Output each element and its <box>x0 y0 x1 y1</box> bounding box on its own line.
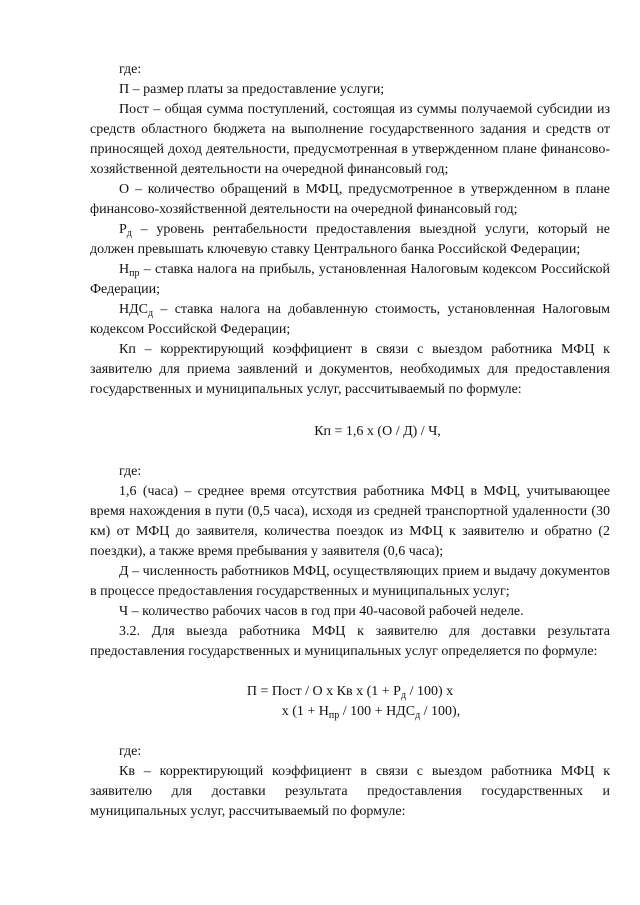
formula-kp: Кп = 1,6 х (О / Д) / Ч, <box>314 424 441 439</box>
definition-ch: Ч – количество рабочих часов в год при 40-часовой рабочей неделе. <box>119 604 524 619</box>
formula-p-line-1: П = Пост / О х Кв х $(1 + Р_д / 100)$ х <box>246 684 454 701</box>
definition-post: Пост – общая сумма поступлений, состоящая из суммы получаемой субсидии из средств областного бюджета на выполнение государственного задания и средств от приносящей доход деятельности, предусмотренная в утвержденном плане финансово-хозяйственной деятельности на очередной финансовый год; <box>90 102 610 177</box>
definition-nds: $НДС_д$ – ставка налога на добавленную стоимость, установленная Налоговым кодексом Российской Федерации; <box>90 302 610 337</box>
definition-kp: Кп – корректирующий коэффициент в связи с выездом работника МФЦ к заявителю для приема заявлений и документов, необходимых для предоставления государственных и муниципальных услуг, рассчитываемый по формуле: <box>90 342 610 397</box>
formula-p <box>90 662 610 742</box>
where-label: где: <box>119 62 142 77</box>
formula-p-line-2: х $(1 + Н_{пр} / 100 + НДС_д / 100)$, <box>281 704 461 721</box>
definition-o: О – количество обращений в МФЦ, предусмотренное в утвержденном в плане финансово-хозяйственной деятельности на очередной финансовый год; <box>90 182 610 217</box>
definition-rd: $Р_д$ – уровень рентабельности предоставления выездной услуги, который не должен превышать ключевую ставку Центрального банка Российской Федерации; <box>90 222 610 257</box>
definition-d: Д – численность работников МФЦ, осуществляющих прием и выдачу документов в процессе предоставления государственных и муниципальных услуг; <box>90 564 610 599</box>
where-label-3: где: <box>119 744 142 759</box>
definition-npr: $Н_{пр}$ – ставка налога на прибыль, установленная Налоговым кодексом Российской Федерации; <box>90 262 610 297</box>
section-3-2: 3.2. Для выезда работника МФЦ к заявителю для доставки результата предоставления государственных и муниципальных услуг определяется по формуле: <box>90 624 610 659</box>
definition-p: П – размер платы за предоставление услуги; <box>119 82 385 97</box>
document-page <box>90 60 610 822</box>
definition-kv: Кв – корректирующий коэффициент в связи с выездом работника МФЦ к заявителю для доставки результата предоставления государственных и муниципальных услуг, рассчитываемый по формуле: <box>90 764 610 819</box>
definition-time: 1,6 (часа) – среднее время отсутствия работника МФЦ в МФЦ, учитывающее время нахождения в пути (0,5 часа), исходя из средней транспортной удаленности (30 км) от МФЦ до заявителя, количества поездок из МФЦ к заявителю и обратно (2 поездки), а также время пребывания у заявителя (0,6 часа); <box>90 484 610 559</box>
where-label-2: где: <box>119 464 142 479</box>
